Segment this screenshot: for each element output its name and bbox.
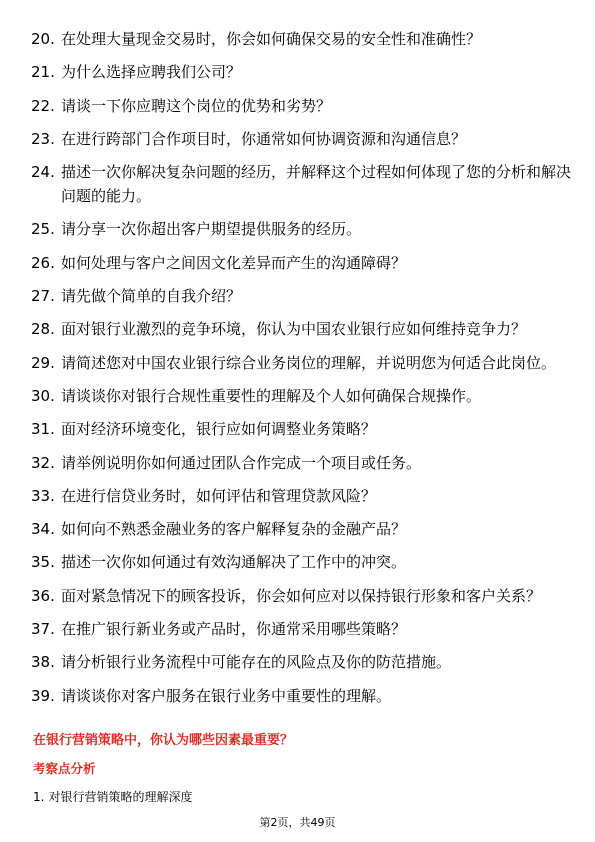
question-number: 35. (31, 553, 55, 572)
question-number: 27. (31, 287, 55, 306)
page-footer: 第2页，共49页 (259, 816, 336, 829)
question-number: 37. (31, 620, 55, 639)
question-text: 请谈谈你对银行合规性重要性的理解及个人如何确保合规操作。 (61, 386, 482, 405)
question-text: 如何处理与客户之间因文化差异而产生的沟通障碍？ (61, 253, 407, 272)
list-item (31, 417, 571, 441)
question-number: 22. (31, 96, 55, 115)
list-item (31, 550, 571, 574)
list-item (31, 27, 571, 51)
question-number: 33. (31, 486, 55, 505)
list-item (31, 584, 571, 608)
question-number: 26. (31, 253, 55, 272)
question-number: 28. (31, 320, 55, 339)
point-text: 对银行营销策略的理解深度 (48, 790, 193, 804)
question-number: 31. (31, 420, 55, 439)
list-item (31, 284, 571, 308)
list-item (31, 650, 571, 674)
list-item (31, 484, 571, 508)
question-text: 请简述您对中国农业银行综合业务岗位的理解，并说明您为何适合此岗位。 (61, 353, 557, 372)
question-number: 23. (31, 129, 55, 148)
list-item (31, 617, 571, 641)
question-text: 面对银行业激烈的竞争环境，你认为中国农业银行应如何维持竞争力？ (61, 320, 527, 339)
question-number: 32. (31, 453, 55, 472)
list-item (31, 60, 571, 84)
question-text: 描述一次你解决复杂问题的经历，并解释这个过程如何体现了您的分析和解决问题的能力。 (61, 163, 572, 206)
analysis-subheading: 考察点分析 (33, 761, 96, 776)
list-item (31, 684, 571, 708)
list-item (31, 317, 571, 341)
question-text: 请分析银行业务流程中可能存在的风险点及你的防范措施。 (61, 653, 452, 672)
question-number: 30. (31, 386, 55, 405)
question-number: 20. (31, 30, 55, 48)
question-text: 请谈谈你对客户服务在银行业务中重要性的理解。 (61, 686, 392, 705)
question-text: 请举例说明你如何通过团队合作完成一个项目或任务。 (61, 453, 422, 472)
question-text: 请谈一下你应聘这个岗位的优势和劣势？ (61, 96, 332, 115)
question-number: 38. (31, 653, 55, 672)
question-number: 29. (31, 353, 55, 372)
question-number: 25. (31, 220, 55, 239)
question-number: 39. (31, 686, 55, 705)
point-number: 1. (33, 790, 45, 804)
list-item (31, 251, 571, 275)
analysis-point (33, 788, 192, 806)
list-item (31, 94, 571, 118)
question-number: 36. (31, 586, 55, 605)
question-number: 21. (31, 63, 55, 82)
list-item (31, 517, 571, 541)
question-text: 在处理大量现金交易时，你会如何确保交易的安全性和准确性？ (61, 30, 482, 48)
question-text: 面对经济环境变化，银行应如何调整业务策略？ (61, 420, 377, 439)
question-text: 为什么选择应聘我们公司？ (61, 63, 242, 82)
question-text: 在推广银行新业务或产品时，你通常采用哪些策略？ (61, 620, 407, 639)
question-list (31, 27, 571, 717)
section-heading: 在银行营销策略中，你认为哪些因素最重要？ (33, 733, 294, 748)
question-number: 24. (31, 163, 55, 182)
list-item (31, 384, 571, 408)
question-text: 如何向不熟悉金融业务的客户解释复杂的金融产品？ (61, 520, 407, 539)
question-text: 请分享一次你超出客户期望提供服务的经历。 (61, 220, 362, 239)
question-text: 在进行跨部门合作项目时，你通常如何协调资源和沟通信息？ (61, 129, 467, 148)
question-text: 在进行信贷业务时，如何评估和管理贷款风险？ (61, 486, 377, 505)
list-item (31, 217, 571, 241)
list-item (31, 127, 571, 151)
list-item (31, 160, 571, 208)
list-item (31, 451, 571, 475)
list-item (31, 351, 571, 375)
question-text: 面对紧急情况下的顾客投诉，你会如何应对以保持银行形象和客户关系？ (61, 586, 542, 605)
question-text: 描述一次你如何通过有效沟通解决了工作中的冲突。 (61, 553, 407, 572)
question-text: 请先做个简单的自我介绍？ (61, 287, 242, 306)
question-number: 34. (31, 520, 55, 539)
